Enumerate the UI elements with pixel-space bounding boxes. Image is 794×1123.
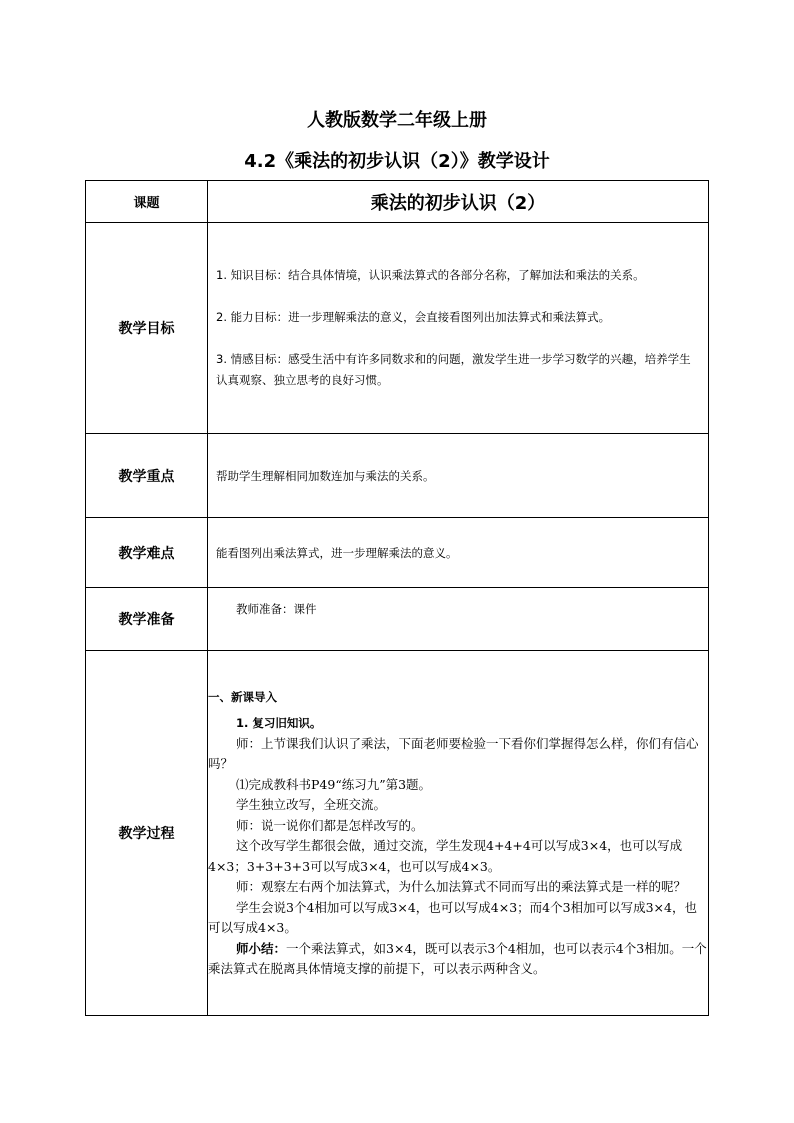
prep-text: 教师准备：课件 [236, 602, 317, 616]
difficulty-label: 教学难点 [86, 518, 208, 588]
prep-row [86, 588, 709, 651]
process-section-heading: 一、新课导入 [208, 689, 277, 704]
process-row [86, 651, 709, 1016]
topic-value: 乘法的初步认识（2） [208, 181, 709, 223]
prep-cell [208, 588, 709, 651]
difficulty-cell [208, 518, 709, 588]
goal-knowledge: 1. 知识目标：结合具体情境，认识乘法算式的各部分名称，了解加法和乘法的关系。 [216, 268, 645, 282]
process-paragraph: 学生会说3个4相加可以写成3×4，也可以写成4×3；而4个3相加可以写成3×4，也可以写成4×3。 [208, 899, 697, 935]
key-row [86, 434, 709, 518]
process-paragraph: 这个改写学生都很会做，通过交流，学生发现4+4+4可以写成3×4，也可以写成4×3；3+3+3+3可以写成3×4，也可以写成4×3。 [208, 838, 683, 874]
goals-label: 教学目标 [86, 223, 208, 434]
goal-emotion: 3. 情感目标：感受生活中有许多同数求和的问题，激发学生进一步学习数学的兴趣，培养学生认真观察、独立思考的良好习惯。 [216, 352, 691, 387]
process-paragraph: 学生独立改写，全班交流。 [236, 797, 387, 812]
topic-label: 课题 [86, 181, 208, 223]
key-cell [208, 434, 709, 518]
process-summary [208, 939, 708, 980]
process-subheading: 1. 复习旧知识。 [236, 716, 322, 730]
process-cell [208, 651, 709, 1016]
process-paragraph: 师：观察左右两个加法算式，为什么加法算式不同而写出的乘法算式是一样的呢？ [236, 879, 687, 894]
topic-row [86, 181, 709, 223]
goals-row [86, 223, 709, 434]
prep-label: 教学准备 [86, 588, 208, 651]
goal-ability: 2. 能力目标：进一步理解乘法的意义，会直接看图列出加法算式和乘法算式。 [216, 310, 611, 324]
summary-lead: 师小结： [236, 940, 287, 956]
key-text: 帮助学生理解相同加数连加与乘法的关系。 [216, 468, 435, 483]
difficulty-text: 能看图列出乘法算式，进一步理解乘法的意义。 [216, 545, 458, 560]
process-paragraph: ⑴完成教科书P49“练习九”第3题。 [236, 776, 432, 792]
process-paragraph: 师：上节课我们认识了乘法，下面老师要检验一下看你们掌握得怎么样，你们有信心吗？ [208, 735, 699, 771]
key-label: 教学重点 [86, 434, 208, 518]
process-label: 教学过程 [86, 651, 208, 1016]
lesson-plan-table [85, 180, 709, 1016]
goals-cell [208, 223, 709, 434]
summary-text: 一个乘法算式，如3×4，既可以表示3个4相加，也可以表示4个3相加。一个乘法算式在脱离具体情境支撑的前提下，可以表示两种含义。 [208, 940, 707, 976]
process-paragraph: 师：说一说你们都是怎样改写的。 [236, 817, 424, 833]
document-title: 人教版数学二年级上册 [307, 110, 487, 131]
document-subtitle: 4.2《乘法的初步认识（2）》教学设计 [244, 151, 550, 172]
difficulty-row [86, 518, 709, 588]
